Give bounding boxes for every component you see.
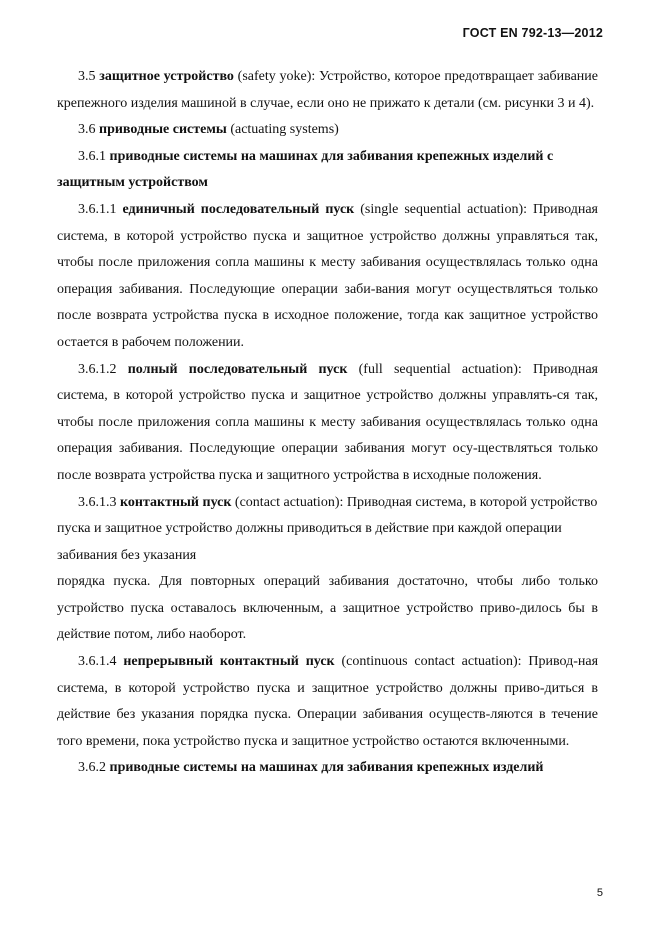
clause-text: порядка пуска. Для повторных операций забивания достаточно, чтобы либо только устройство пуска оставалось включенным, а защитное устройство приво-дилось бы в действие потом, либо наоборот. [57,574,598,643]
clause-term: приводные системы [99,122,227,138]
clause-3-5 [57,64,598,117]
clause-3-6-1-2 [57,357,598,490]
clause-number: 3.6.1.2 [78,361,117,377]
clause-number: 3.5 [78,69,96,84]
clause-3-6-1-3-continued [57,569,598,649]
clause-term: приводные системы на машинах для забивания крепежных изделий с защитным устройством [57,148,554,191]
clause-term: полный последовательный пуск [127,361,348,377]
clause-number: 3.6.1.4 [78,654,117,670]
clause-text: (single sequential actuation): Приводная система, в которой устройство пуска и защитное устройство должны управляться так, чтобы после приложения сопла машины к месту забивания осуществлялась только одна операция забивания. Последующие операции заби-вания могут осуществляться только после возврата устройства пуска в исходное положение, тогда как защитное устройство остается в рабочем положении. [57,201,598,350]
clause-3-6-1 [57,144,598,197]
clause-number: 3.6.1 [78,148,106,164]
clause-term: единичный последовательный пуск [122,201,355,217]
clause-number: 3.6.2 [78,760,106,776]
clause-3-6-1-3 [57,490,598,570]
clause-number: 3.6.1.3 [78,494,117,510]
clause-number: 3.6.1.1 [78,201,117,217]
clause-3-6-1-1 [57,197,598,357]
document-header: ГОСТ EN 792-13—2012 [462,26,603,40]
clause-text: (continuous contact actuation): Привод-ная система, в которой устройство пуска и защитное устройство должны приво-диться в действие без указания порядка пуска. Операции забивания осуществ-ляются в течение того времени, пока устройство пуска и защитное устройство остаются включенными. [57,654,599,749]
page-number: 5 [596,887,603,899]
clause-3-6-2 [57,755,598,782]
clause-term: защитное устройство [99,69,234,84]
document-body [57,64,598,782]
clause-text: (safety yoke): Устройство, которое предотвращает забивание крепежного изделия машиной в случае, если оно не прижато к детали (см. рисунки 3 и 4). [57,69,598,111]
clause-text: (contact actuation): Приводная система, в которой устройство пуска и защитное устройство должны приводиться в действие при каждой операции забивания без указания [57,494,598,563]
clause-3-6-1-4 [57,649,598,755]
clause-number: 3.6 [78,122,96,138]
clause-term: непрерывный контактный пуск [123,654,335,670]
clause-text: (full sequential actuation): Приводная система, в которой устройство пуска и защитное устройство должны управлять-ся так, чтобы после приложения сопла машины к месту забивания осуществлялась только одна операция забивания. Последующие операции забивания могут осу-ществляться только после возврата устройства пуска и защитного устройства в исходные положения. [57,361,598,483]
clause-3-6 [57,117,598,144]
clause-text: (actuating systems) [226,122,339,138]
clause-term: приводные системы на машинах для забивания крепежных изделий [109,760,544,776]
clause-term: контактный пуск [120,494,232,510]
